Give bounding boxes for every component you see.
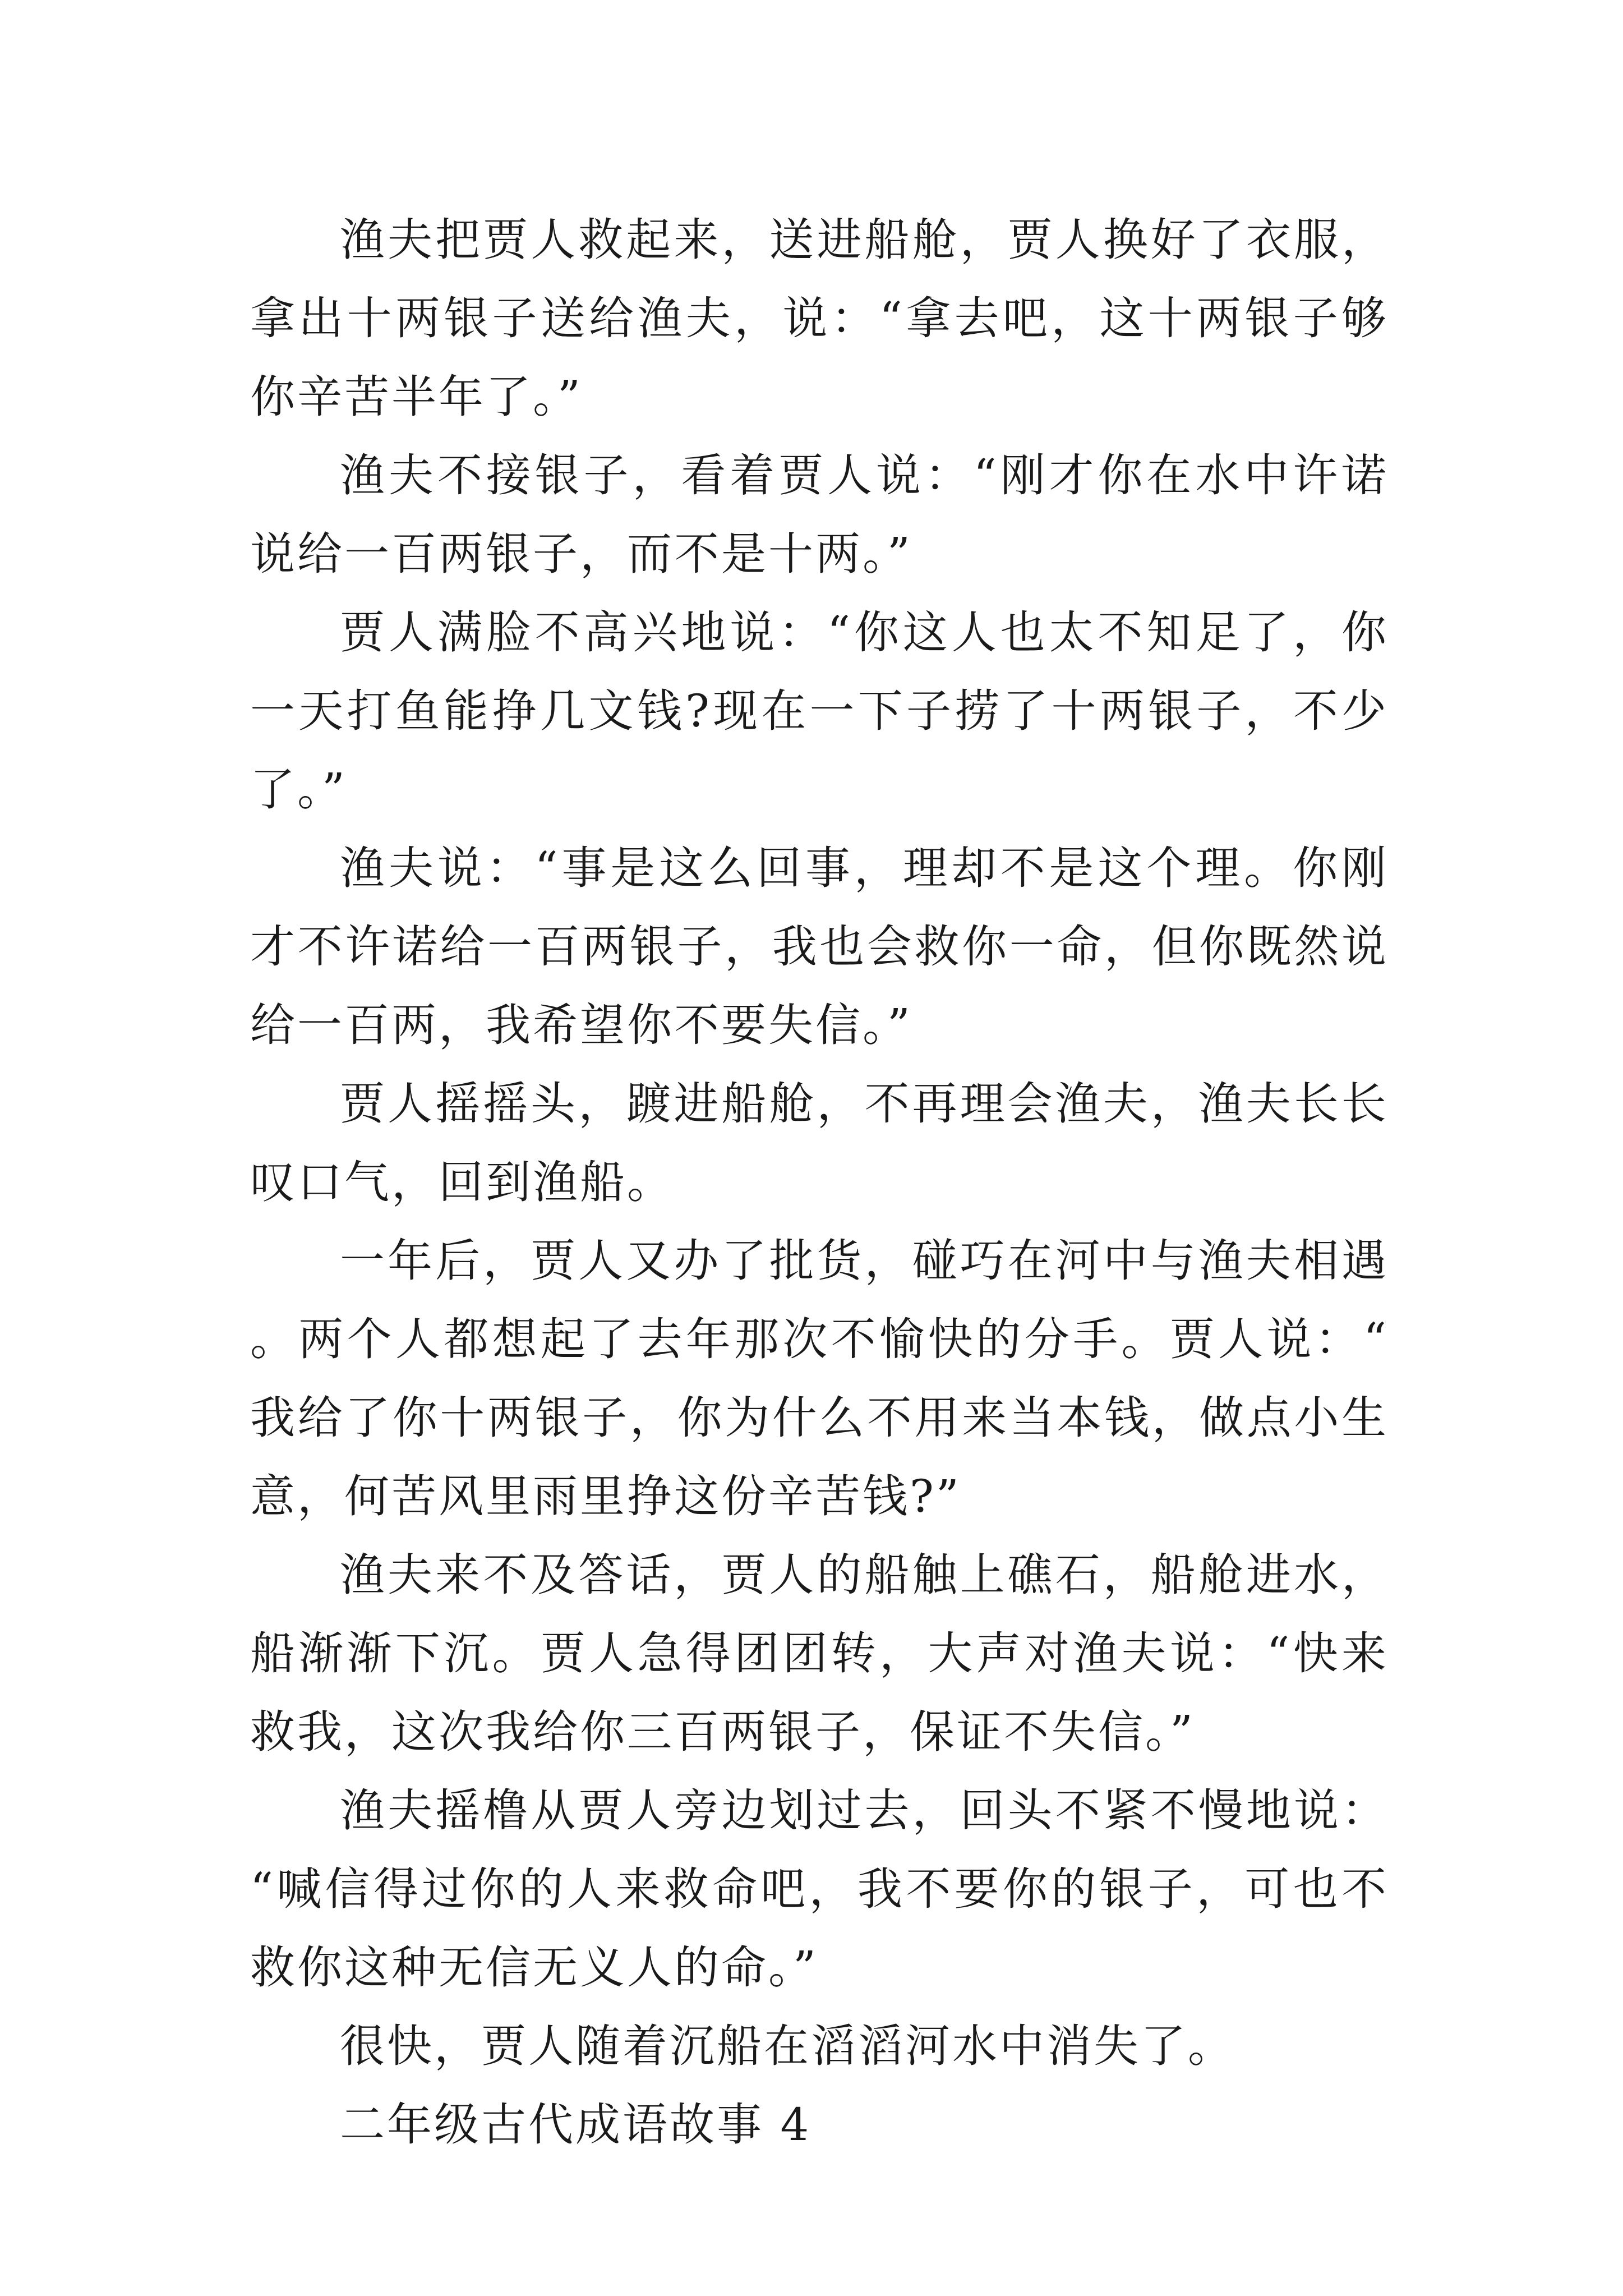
paragraph: 一年后，贾人又办了批货，碰巧在河中与渔夫相遇。两个人都想起了去年那次不愉快的分手。贾人说：“我给了你十两银子，你为什么不用来当本钱，做点小生意，何苦风里雨里挣这份辛苦钱?”: [250, 1235, 1389, 1522]
paragraph: 渔夫把贾人救起来，送进船舱，贾人换好了衣服，拿出十两银子送给渔夫，说：“拿去吧，这十两银子够你辛苦半年了。”: [250, 214, 1389, 423]
paragraph: 渔夫摇橹从贾人旁边划过去，回头不紧不慢地说：“喊信得过你的人来救命吧，我不要你的银子，可也不救你这种无信无义人的命。”: [250, 1784, 1389, 1994]
paragraph: 渔夫说：“事是这么回事，理却不是这个理。你刚才不许诺给一百两银子，我也会救你一命，但你既然说给一百两，我希望你不要失信。”: [250, 842, 1389, 1051]
paragraph: 渔夫来不及答话，贾人的船触上礁石，船舱进水，船渐渐下沉。贾人急得团团转，大声对渔夫说：“快来救我，这次我给你三百两银子，保证不失信。”: [250, 1549, 1389, 1758]
paragraph: 渔夫不接银子，看着贾人说：“刚才你在水中许诺说给一百两银子，而不是十两。”: [250, 449, 1389, 580]
paragraph: 贾人摇摇头，踱进船舱，不再理会渔夫，渔夫长长叹口气，回到渔船。: [250, 1078, 1389, 1208]
document-body: [250, 201, 1389, 2164]
section-heading: 二年级古代成语故事 4: [340, 2099, 811, 2151]
paragraph: 很快，贾人随着沉船在滔滔河水中消失了。: [340, 2020, 1235, 2072]
paragraph: 贾人满脸不高兴地说：“你这人也太不知足了，你一天打鱼能挣几文钱?现在一下子捞了十两银子，不少了。”: [250, 606, 1389, 816]
